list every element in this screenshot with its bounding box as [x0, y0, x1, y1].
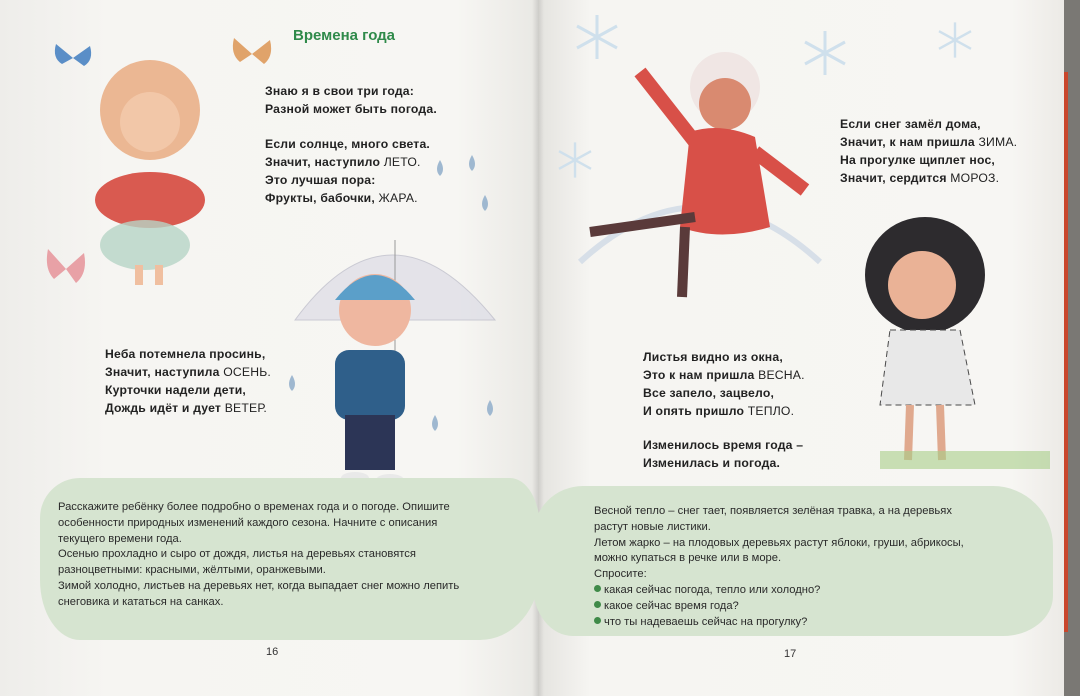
poem-line: Разной может быть погода.	[265, 102, 437, 116]
poem-line: Изменилась и погода.	[643, 456, 781, 470]
season-word: ОСЕНЬ.	[223, 365, 271, 379]
season-word: ВЕСНА.	[758, 368, 805, 382]
parent-note-right	[594, 504, 964, 630]
note-line: Расскажите ребёнку более подробно о временах года и о погоде. Опишите	[58, 501, 450, 513]
summer-girl-illustration	[80, 50, 230, 290]
poem-intro	[265, 82, 437, 118]
note-line: можно купаться в речке или в море.	[594, 552, 782, 565]
poem-line: Знаю я в свои три года:	[265, 84, 415, 98]
page-title: Времена года	[293, 27, 396, 44]
page-number: 16	[266, 646, 279, 658]
poem-line: Значит, наступило ЛЕТО.	[265, 155, 421, 169]
page-edge	[1064, 0, 1080, 696]
poem-line: Фрукты, бабочки, ЖАРА.	[265, 191, 418, 205]
poem-line: Если снег замёл дома,	[840, 117, 981, 131]
poem-line: Если солнце, много света.	[265, 137, 431, 151]
poem-line: Все запело, зацвело,	[643, 386, 775, 400]
snowflake-icon	[935, 20, 975, 60]
note-line: растут новые листики.	[594, 520, 711, 533]
poem-line: На прогулке щиплет нос,	[840, 153, 996, 167]
note-line: разноцветными: красными, жёлтыми, оранжевыми.	[58, 564, 326, 577]
bullet-icon	[594, 601, 601, 608]
butterfly-icon	[44, 245, 88, 291]
poem-winter	[840, 115, 1017, 187]
season-word: МОРОЗ.	[950, 171, 1000, 185]
poem-line: Изменилось время года –	[643, 438, 804, 452]
snowflake-icon	[572, 12, 622, 62]
season-word: ТЕПЛО.	[747, 404, 795, 418]
butterfly-icon	[230, 34, 274, 74]
note-line: Спросите:	[594, 568, 647, 581]
season-word: ЗИМА.	[978, 135, 1018, 149]
note-line: снеговика и кататься на санках.	[58, 595, 224, 608]
snowflake-icon	[555, 140, 595, 180]
note-line: текущего времени года.	[58, 532, 182, 545]
note-line: Весной тепло – снег тает, появляется зелёная травка, а на деревьях	[594, 505, 952, 517]
note-line: особенности природных изменений каждого сезона. Начните с описания	[58, 516, 438, 529]
poem-line: Значит, наступила ОСЕНЬ.	[105, 365, 271, 379]
note-line: Летом жарко – на плодовых деревьях растут яблоки, груши, абрикосы,	[594, 536, 964, 549]
question-item: какая сейчас погода, тепло или холодно?	[594, 583, 964, 599]
poem-line: Неба потемнела просинь,	[105, 347, 266, 361]
note-line: Зимой холодно, листьев на деревьях нет, когда выпадает снег можно лепить	[58, 579, 460, 592]
poem-ending	[643, 436, 803, 472]
poem-summer	[265, 135, 430, 207]
question-item: какое сейчас время года?	[594, 599, 964, 615]
poem-autumn	[105, 345, 271, 417]
bullet-icon	[594, 585, 601, 592]
poem-line: Листья видно из окна,	[643, 350, 783, 364]
note-line: Осенью прохладно и сыро от дождя, листья на деревьях становятся	[58, 548, 416, 561]
season-word: ЛЕТО.	[383, 155, 421, 169]
page-number: 17	[784, 648, 797, 660]
poem-line: Значит, сердится МОРОЗ.	[840, 171, 1000, 185]
poem-line: Дождь идёт и дует ВЕТЕР.	[105, 401, 267, 415]
parent-note-left	[58, 500, 459, 611]
snowflake-icon	[800, 28, 850, 78]
poem-line: Курточки надели дети,	[105, 383, 247, 397]
poem-line: Это к нам пришла ВЕСНА.	[643, 368, 805, 382]
season-word: ЖАРА.	[378, 191, 418, 205]
poem-spring	[643, 348, 805, 420]
poem-line: Значит, к нам пришла ЗИМА.	[840, 135, 1018, 149]
bullet-icon	[594, 617, 601, 624]
poem-line: Это лучшая пора:	[265, 173, 376, 187]
poem-line: И опять пришло ТЕПЛО.	[643, 404, 795, 418]
spring-girl-illustration	[840, 210, 1050, 475]
season-word: ВЕТЕР.	[224, 401, 267, 415]
butterfly-icon	[52, 40, 94, 76]
question-item: что ты надеваешь сейчас на прогулку?	[594, 615, 964, 631]
